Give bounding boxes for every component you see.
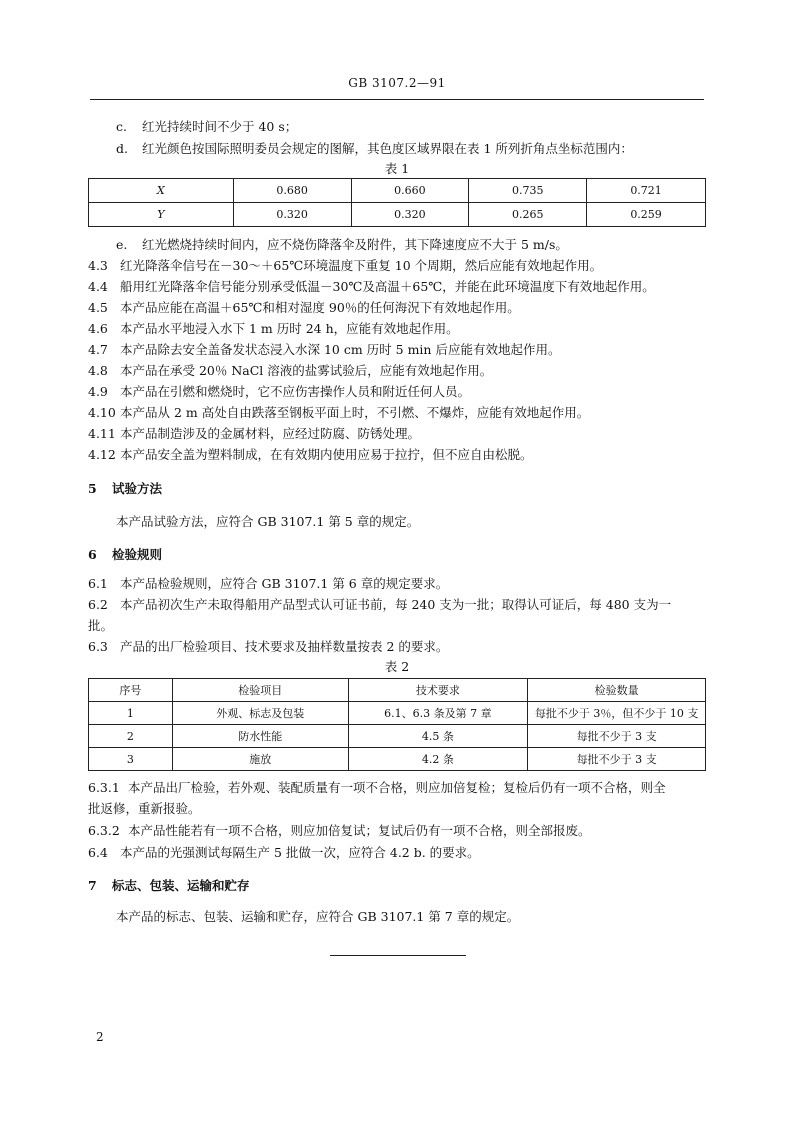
item-e: [116, 235, 568, 253]
clause-number: 4.4: [88, 279, 108, 294]
table-cell: 2: [89, 725, 173, 748]
item-e-marker: e.: [116, 237, 128, 252]
table-cell: 3: [89, 748, 173, 771]
chromaticity-table: [88, 178, 706, 227]
section-number: 7: [88, 878, 97, 893]
clause-number: 4.9: [88, 384, 108, 399]
clause-number: 4.3: [88, 258, 108, 273]
clause-number: 6.2: [88, 597, 108, 612]
section-5-heading: [88, 479, 162, 497]
table-row: [89, 203, 706, 227]
clause-4-5: [88, 298, 520, 316]
section-5-body: 本产品试验方法，应符合 GB 3107.1 第 5 章的规定。: [116, 514, 420, 529]
clause-text: 本产品在引燃和燃烧时，它不应伤害操作人员和附近任何人员。: [120, 384, 471, 399]
table-row: [89, 725, 706, 748]
clause-6-4: [88, 843, 480, 861]
clause-4-8: [88, 361, 492, 379]
table-cell: 施放: [172, 748, 348, 771]
table-cell: 0.660: [351, 179, 469, 203]
table-cell: 每批不少于 3％，但不少于 10 支: [528, 702, 706, 725]
clause-number: 4.8: [88, 363, 108, 378]
item-d: [116, 139, 633, 157]
section-6-heading: [88, 545, 162, 563]
clause-number: 6.3.2: [88, 823, 120, 838]
clause-text: 本产品初次生产未取得船用产品型式认可证书前，每 240 支为一批；取得认可证后，每 480 支为一: [120, 597, 672, 612]
section-number: 5: [88, 481, 97, 496]
table-cell: 每批不少于 3 支: [528, 725, 706, 748]
clause-4-10: [88, 403, 589, 421]
clause-number: 6.1: [88, 576, 108, 591]
clause-4-3: [88, 256, 602, 274]
section-7-body: 本产品的标志、包装、运输和贮存，应符合 GB 3107.1 第 7 章的规定。: [116, 909, 520, 924]
table-cell: 0.735: [469, 179, 587, 203]
clause-number: 4.10: [88, 405, 116, 420]
clause-6-3: [88, 637, 448, 655]
page-number: 2: [96, 1030, 104, 1044]
clause-text: 本产品从 2 m 高处自由跌落至钢板平面上时，不引燃、不爆炸，应能有效地起作用。: [120, 405, 590, 420]
table-header-cell: 检验数量: [528, 679, 706, 702]
clause-text: 红光降落伞信号在－30～＋65℃环境温度下重复 10 个周期，然后应能有效地起作用。: [120, 258, 603, 273]
clause-text: 本产品在承受 20％ NaCl 溶液的盐雾试验后，应能有效地起作用。: [120, 363, 493, 378]
clause-4-6: [88, 319, 459, 337]
section-title: 试验方法: [112, 481, 163, 496]
table-cell: 0.259: [587, 203, 706, 227]
table-cell: 0.680: [233, 179, 351, 203]
table-cell: 每批不少于 3 支: [528, 748, 706, 771]
clause-6-3-2: [88, 821, 591, 839]
table-cell: 0.320: [351, 203, 469, 227]
table-cell: 外观、标志及包装: [172, 702, 348, 725]
table-row: [89, 748, 706, 771]
table-cell: 4.5 条: [348, 725, 528, 748]
clause-text: 本产品制造涉及的金属材料，应经过防腐、防锈处理。: [120, 426, 421, 441]
clause-text: 本产品性能若有一项不合格，则应加倍复试；复试后仍有一项不合格，则全部报废。: [128, 823, 591, 838]
table-header-row: [89, 679, 706, 702]
clause-4-12: [88, 445, 533, 463]
table-row: [89, 702, 706, 725]
end-rule: [330, 955, 466, 956]
clause-number: 4.6: [88, 321, 108, 336]
clause-number: 4.5: [88, 300, 108, 315]
table1-caption: 表 1: [384, 161, 410, 176]
table-cell: 1: [89, 702, 173, 725]
table-cell: 0.721: [587, 179, 706, 203]
section-title: 检验规则: [112, 547, 163, 562]
clause-number: 4.7: [88, 342, 108, 357]
table-cell: X: [89, 179, 234, 203]
clause-number: 6.3.1: [88, 780, 120, 795]
clause-text: 产品的出厂检验项目、技术要求及抽样数量按表 2 的要求。: [120, 639, 449, 654]
table-cell: 0.265: [469, 203, 587, 227]
clause-6-1: [88, 574, 448, 592]
table-header-cell: 序号: [89, 679, 173, 702]
table-cell: 4.2 条: [348, 748, 528, 771]
clause-text: 船用红光降落伞信号能分别承受低温－30℃及高温＋65℃，并能在此环境温度下有效地起作用。: [120, 279, 655, 294]
clause-text: 本产品应能在高温＋65℃和相对湿度 90％的任何海況下有效地起作用。: [120, 300, 520, 315]
clause-text: 本产品水平地浸入水下 1 m 历时 24 h，应能有效地起作用。: [120, 321, 459, 336]
table-cell: Y: [89, 203, 234, 227]
table-cell: 防水性能: [172, 725, 348, 748]
table-cell: 0.320: [233, 203, 351, 227]
header-rule: [90, 99, 704, 100]
section-number: 6: [88, 547, 97, 562]
item-c: [116, 117, 297, 135]
clause-text: 本产品除去安全盖备发状态浸入水深 10 cm 历时 5 min 后应能有效地起作用。: [120, 342, 561, 357]
clause-text: 本产品安全盖为塑料制成，在有效期内使用应易于拉拧，但不应自由松脱。: [120, 447, 533, 462]
clause-4-4: [88, 277, 655, 295]
clause-4-9: [88, 382, 470, 400]
clause-text: 本产品出厂检验，若外观、装配质量有一项不合格，则应加倍复检；复检后仍有一项不合格，则全: [128, 780, 666, 795]
item-c-text: 红光持续时间不少于 40 s；: [142, 119, 298, 134]
table-row: [89, 179, 706, 203]
item-e-text: 红光燃烧持续时间内，应不烧伤降落伞及附件，其下降速度应不大于 5 m/s。: [142, 237, 568, 252]
clause-number: 4.11: [88, 426, 116, 441]
item-d-text: 红光颜色按国际照明委员会规定的图解，其色度区域界限在表 1 所列折角点坐标范围内：: [142, 141, 633, 156]
clause-text: 本产品检验规则，应符合 GB 3107.1 第 6 章的规定要求。: [120, 576, 449, 591]
clause-number: 6.4: [88, 845, 108, 860]
item-c-marker: c.: [116, 119, 127, 134]
clause-4-7: [88, 340, 560, 358]
section-7-heading: [88, 876, 250, 894]
clause-number: 6.3: [88, 639, 108, 654]
table-header-cell: 检验项目: [172, 679, 348, 702]
table2-caption: 表 2: [384, 659, 410, 674]
item-d-marker: d.: [116, 141, 128, 156]
standard-code-header: GB 3107.2—91: [348, 76, 446, 90]
clause-number: 4.12: [88, 447, 116, 462]
table-cell: 6.1、6.3 条及第 7 章: [348, 702, 528, 725]
clause-6-3-1: [88, 778, 666, 796]
clause-6-3-1-continued: 批返修，重新报验。: [88, 801, 201, 816]
table-header-cell: 技术要求: [348, 679, 528, 702]
section-title: 标志、包装、运输和贮存: [112, 878, 250, 893]
clause-6-2-continued: 批。: [88, 618, 114, 633]
clause-6-2: [88, 595, 671, 613]
clause-4-11: [88, 424, 420, 442]
clause-text: 本产品的光强测试每隔生产 5 批做一次，应符合 4.2 b. 的要求。: [120, 845, 480, 860]
inspection-table: [88, 678, 706, 771]
